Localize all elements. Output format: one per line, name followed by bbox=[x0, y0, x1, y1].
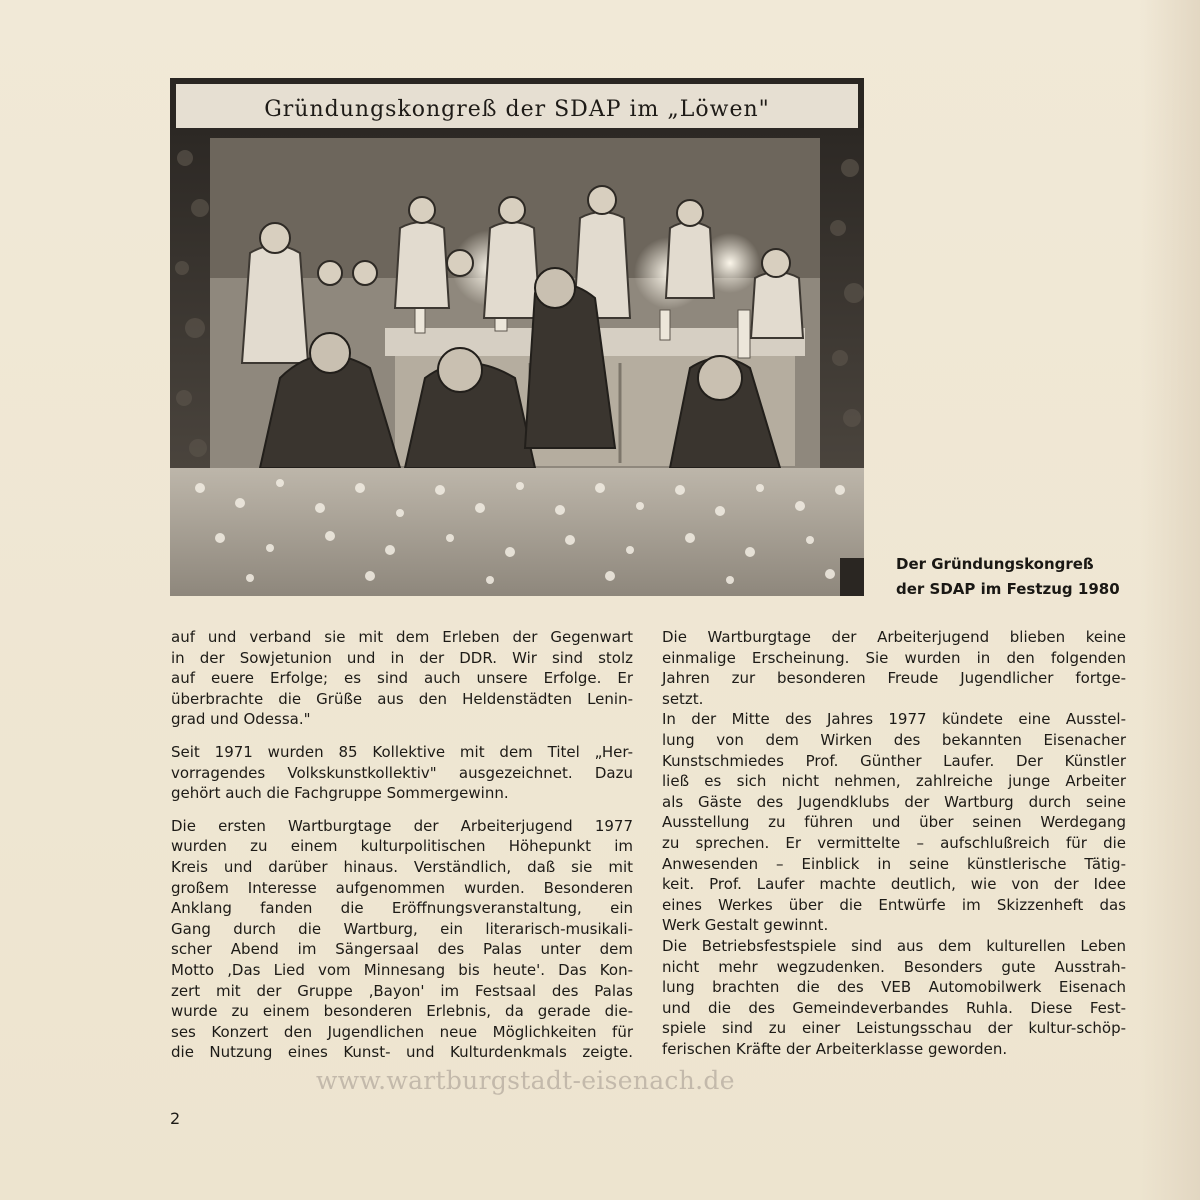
text-line: als Gäste des Jugendklubs der Wartburg durch seine bbox=[662, 792, 1126, 811]
text-line: wurde zu einem besonderen Erlebnis, da gerade die- bbox=[171, 1002, 633, 1021]
text-line: überbrachte die Grüße aus den Heldenstädten Lenin- bbox=[171, 689, 633, 708]
paragraph bbox=[171, 742, 633, 804]
text-line: ließ es sich nicht nehmen, zahlreiche junge Arbeiter bbox=[662, 772, 1126, 791]
text-line: setzt. bbox=[662, 689, 704, 708]
caption-line: Der Gründungskongreß bbox=[896, 555, 1094, 573]
text-line: grad und Odessa." bbox=[171, 710, 311, 729]
text-line: keit. Prof. Laufer machte deutlich, wie von der Idee bbox=[662, 875, 1126, 894]
text-line: scher Abend im Sängersaal des Palas unter dem bbox=[171, 940, 633, 959]
text-line: Ausstellung zu führen und über seinen Werdegang bbox=[662, 813, 1126, 832]
text-line: Die Wartburgtage der Arbeiterjugend blieben keine bbox=[662, 628, 1126, 646]
text-line: zert mit der Gruppe ‚Bayon' im Festsaal des Palas bbox=[171, 981, 633, 1000]
text-line: Gang durch die Wartburg, ein literarisch-musikali- bbox=[171, 919, 633, 938]
paragraph bbox=[662, 709, 1126, 936]
photo-caption bbox=[896, 552, 1156, 602]
text-line: einmalige Erscheinung. Sie wurden in den folgenden bbox=[662, 648, 1126, 667]
banner-text: Gründungskongreß der SDAP im „Löwen" bbox=[264, 97, 770, 122]
text-line: ses Konzert den Jugendlichen neue Möglichkeiten für bbox=[171, 1022, 633, 1041]
text-line: eines Werkes über die Entwürfe im Skizzenheft das bbox=[662, 895, 1126, 914]
text-line: Anklang fanden die Eröffnungsveranstaltung, ein bbox=[171, 899, 633, 918]
paragraph bbox=[662, 627, 1126, 709]
text-line: und die des Gemeindeverbandes Ruhla. Diese Fest- bbox=[662, 998, 1126, 1017]
text-line: vorragendes Volkskunstkollektiv" ausgezeichnet. Dazu bbox=[171, 763, 633, 782]
text-line: Jahren zur besonderen Freude Jugendlicher fortge- bbox=[662, 669, 1126, 688]
text-line: die Nutzung eines Kunst- und Kulturdenkmals zeigte. bbox=[171, 1043, 633, 1062]
text-line: lung brachten die des VEB Automobilwerk Eisenach bbox=[662, 978, 1126, 997]
text-line: Kreis und darüber hinaus. Verständlich, daß sie mit bbox=[171, 857, 633, 876]
text-line: in der Sowjetunion und in der DDR. Wir sind stolz bbox=[171, 648, 633, 667]
text-line: Seit 1971 wurden 85 Kollektive mit dem Titel „Her- bbox=[171, 742, 633, 761]
text-line: zu sprechen. Er vermittelte – aufschlußreich für die bbox=[662, 833, 1126, 852]
text-line: Motto ‚Das Lied vom Minnesang bis heute'. Das Kon- bbox=[171, 960, 633, 979]
text-line: Die ersten Wartburgtage der Arbeiterjugend 1977 bbox=[171, 816, 633, 835]
caption-line: der SDAP im Festzug 1980 bbox=[896, 580, 1120, 598]
text-line: großem Interesse aufgenommen wurden. Besonderen bbox=[171, 878, 633, 897]
text-line: wurden zu einem kulturpolitischen Höhepunkt im bbox=[171, 837, 633, 856]
paragraph bbox=[662, 936, 1126, 1060]
text-line: Werk Gestalt gewinnt. bbox=[662, 916, 829, 935]
left-text-column bbox=[171, 627, 633, 1063]
text-line: lung von dem Wirken des bekannten Eisenacher bbox=[662, 730, 1126, 749]
paragraph bbox=[171, 816, 633, 1063]
text-line: nicht mehr wegzudenken. Besonders gute Ausstrah- bbox=[662, 957, 1126, 976]
text-line: ferischen Kräfte der Arbeiterklasse geworden. bbox=[662, 1039, 1008, 1058]
text-line: auf und verband sie mit dem Erleben der Gegenwart bbox=[171, 628, 633, 646]
text-line: gehört auch die Fachgruppe Sommergewinn. bbox=[171, 784, 509, 803]
text-line: Kunstschmiedes Prof. Günther Laufer. Der Künstler bbox=[662, 751, 1126, 770]
paragraph bbox=[171, 627, 633, 730]
text-line: spiele sind zu einer Leistungsschau der kultur-schöp- bbox=[662, 1019, 1126, 1038]
text-line: Die Betriebsfestspiele sind aus dem kulturellen Leben bbox=[662, 936, 1126, 955]
text-line: In der Mitte des Jahres 1977 kündete eine Ausstel- bbox=[662, 710, 1126, 729]
page-number: 2 bbox=[170, 1109, 181, 1128]
festzug-photo bbox=[170, 78, 864, 596]
text-line: auf euere Erfolge; es sind auch unsere Erfolge. Er bbox=[171, 669, 633, 688]
text-line: Anwesenden – Einblick in seine künstlerische Tätig- bbox=[662, 854, 1126, 873]
right-text-column bbox=[662, 627, 1126, 1059]
festzug-photo-illustration bbox=[170, 78, 864, 596]
watermark: www.wartburgstadt-eisenach.de bbox=[316, 1066, 735, 1095]
